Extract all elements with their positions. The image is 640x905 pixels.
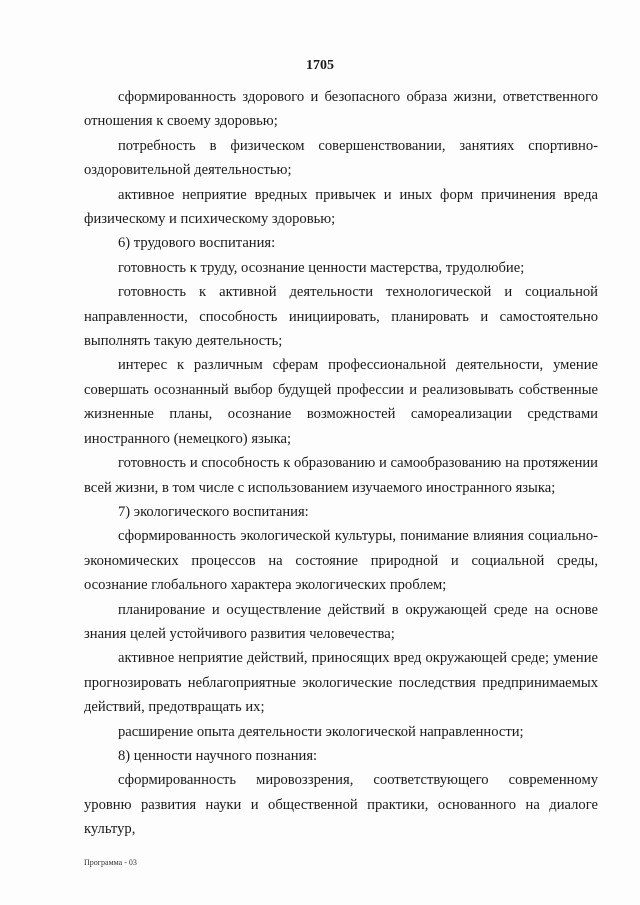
paragraph: расширение опыта деятельности экологической направленности; [118, 723, 524, 740]
paragraph: готовность к активной деятельности технологической и социальной направленности, способность инициировать, планировать и самостоятельно выполнять такую деятельность; [84, 284, 598, 350]
paragraph: интерес к различным сферам профессиональной деятельности, умение совершать осознанный выбор будущей профессии и реализовывать собственные жизненные планы, осознание возможностей самореализации средствами иностранного (немецкого) языка; [84, 357, 598, 447]
page-number: 1705 [306, 58, 334, 73]
footer-label: Программа - 03 [84, 858, 137, 867]
paragraph: сформированность экологической культуры, понимание влияния социально-экономических процессов на состояние природной и социальной среды, осознание глобального характера экологических проблем; [84, 528, 598, 594]
section-heading: 6) трудового воспитания: [118, 235, 276, 252]
body-text [84, 85, 598, 842]
paragraph: потребность в физическом совершенствовании, занятиях спортивно-оздоровительной деятельностью; [84, 137, 598, 179]
section-heading: 7) экологического воспитания: [118, 503, 309, 520]
paragraph: активное неприятие вредных привычек и иных форм причинения вреда физическому и психическому здоровью; [84, 186, 598, 228]
paragraph: сформированность здорового и безопасного образа жизни, ответственного отношения к своему здоровью; [84, 89, 598, 130]
paragraph: активное неприятие действий, приносящих вред окружающей среде; умение прогнозировать неблагоприятные экологические последствия предпринимаемых действий, предотвращать их; [84, 650, 598, 716]
paragraph: сформированность мировоззрения, соответствующего современному уровню развития науки и общественной практики, основанного на диалоге культур, [84, 772, 598, 838]
paragraph: планирование и осуществление действий в окружающей среде на основе знания целей устойчивого развития человечества; [84, 601, 598, 642]
paragraph: готовность и способность к образованию и самообразованию на протяжении всей жизни, в том числе с использованием изучаемого иностранного языка; [84, 455, 598, 496]
paragraph: готовность к труду, осознание ценности мастерства, трудолюбие; [118, 259, 525, 276]
section-heading: 8) ценности научного познания: [118, 747, 318, 764]
